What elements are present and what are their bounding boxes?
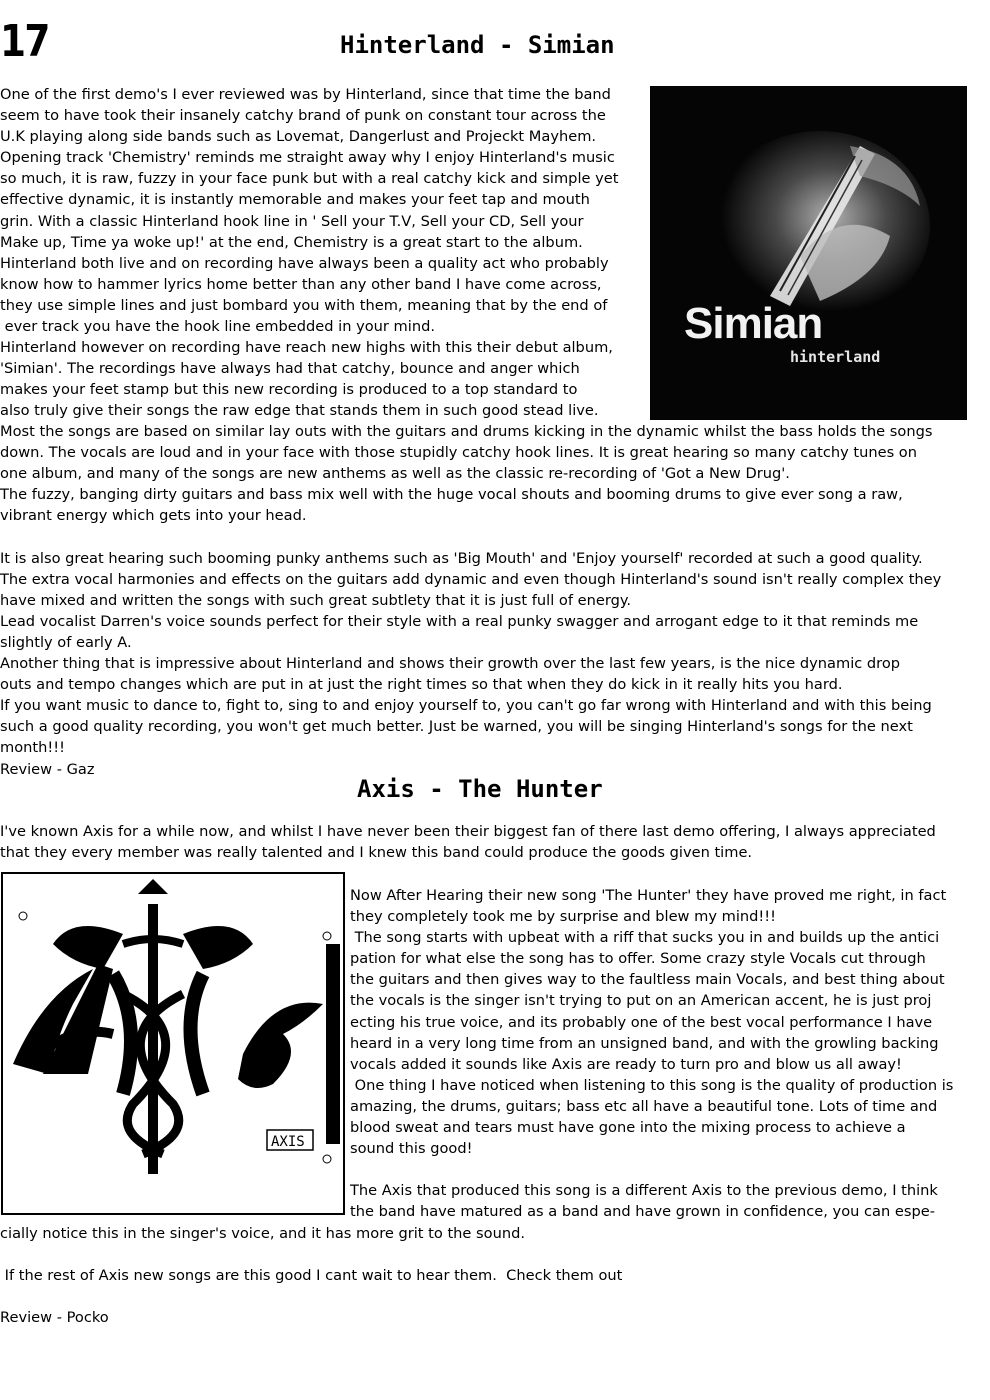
axis-small-logo: AXIS — [271, 1134, 305, 1150]
review-title-axis: Axis - The Hunter — [357, 775, 603, 803]
text-line: amazing, the drums, guitars; bass etc all have a beautiful tone. Lots of time and — [350, 1097, 938, 1115]
text-line: Hinterland however on recording have reach new highs with this their debut album, — [0, 339, 613, 357]
review2-text-end — [0, 1223, 622, 1328]
text-line: Opening track 'Chemistry' reminds me straight away why I enjoy Hinterland's music — [0, 149, 615, 167]
text-line: such a good quality recording, you won't get much better. Just be warned, you will be singing Hinterland's songs for the next — [0, 718, 913, 736]
text-line: If you want music to dance to, fight to, sing to and enjoy yourself to, you can't go far wrong with Hinterland and with this being — [0, 697, 932, 715]
text-line: cially notice this in the singer's voice, and it has more grit to the sound. — [0, 1225, 525, 1242]
text-line: The extra vocal harmonies and effects on the guitars add dynamic and even though Hinterland's sound isn't really complex they — [0, 570, 942, 588]
guitarist-photo — [650, 86, 967, 420]
text-line: vibrant energy which gets into your head. — [0, 507, 307, 525]
text-line: Most the songs are based on similar lay outs with the guitars and drums kicking in the dynamic whilst the bass holds the songs — [0, 423, 933, 440]
simian-album-cover — [650, 86, 967, 420]
text-line: they use simple lines and just bombard you with them, meaning that by the end of — [0, 296, 608, 314]
text-line: the band have matured as a band and have grown in confidence, you can espe- — [350, 1203, 935, 1221]
cover-album-name: Simian — [684, 299, 823, 348]
text-line: outs and tempo changes which are put in at just the right times so that when they do kick in it really hits you hard. — [0, 676, 843, 694]
text-line: the guitars and then gives way to the faultless main Vocals, and best thing about — [350, 971, 945, 989]
text-line: month!!! — [0, 739, 65, 757]
text-line: have mixed and written the songs with such great subtlety that it is just full of energy. — [0, 591, 632, 609]
text-line: The fuzzy, banging dirty guitars and bass mix well with the huge vocal shouts and booming drums to give ever song a raw, — [0, 486, 903, 504]
cover-band-name: hinterland — [790, 348, 881, 366]
text-line: one album, and many of the songs are new anthems as well as the classic re-recording of 'Got a New Drug'. — [0, 465, 790, 483]
text-line: blood sweat and tears must have gone into the mixing process to achieve a — [350, 1119, 906, 1137]
text-line: I've known Axis for a while now, and whilst I have never been their biggest fan of there last demo offering, I always appreciated — [0, 823, 936, 840]
text-line: heard in a very long time from an unsigned band, and with the growling backing — [350, 1034, 939, 1052]
text-line — [0, 526, 941, 547]
review2-intro-text — [0, 821, 936, 863]
text-line: so much, it is raw, fuzzy in your face punk but with a real catchy kick and simple yet — [0, 170, 619, 188]
axis-logo-icon — [3, 874, 343, 1213]
text-line: The Axis that produced this song is a different Axis to the previous demo, I think — [350, 1182, 938, 1200]
page-number: 17 — [0, 16, 49, 67]
text-line: pation for what else the song has to offer. Some crazy style Vocals cut through — [350, 950, 926, 968]
text-line: One of the first demo's I ever reviewed was by Hinterland, since that time the band — [0, 86, 611, 103]
text-line: ecting his true voice, and its probably one of the best vocal performance I have — [350, 1013, 933, 1031]
text-line: know how to hammer lyrics home better than any other band I have come across, — [0, 275, 602, 293]
text-line: Review - Gaz — [0, 760, 95, 778]
text-line — [0, 1244, 622, 1265]
text-line: vocals added it sounds like Axis are ready to turn pro and blow us all away! — [350, 1055, 902, 1073]
review1-text-column — [0, 84, 618, 422]
review-title-hinterland: Hinterland - Simian — [340, 31, 615, 59]
text-line: It is also great hearing such booming punky anthems such as 'Big Mouth' and 'Enjoy yourself' recorded at such a good quality. — [0, 549, 923, 567]
review2-text-column — [350, 885, 953, 1223]
text-line — [350, 1159, 953, 1180]
text-line: The song starts with upbeat with a riff that sucks you in and builds up the antici — [350, 929, 940, 947]
text-line — [0, 1286, 622, 1307]
text-line: Now After Hearing their new song 'The Hunter' they have proved me right, in fact — [350, 887, 947, 904]
text-line: sound this good! — [350, 1140, 473, 1158]
text-line: that they every member was really talented and I knew this band could produce the goods given time. — [0, 844, 753, 862]
text-line: Lead vocalist Darren's voice sounds perfect for their style with a real punky swagger and arrogant edge to it that reminds me — [0, 612, 919, 630]
text-line: the vocals is the singer isn't trying to put on an American accent, he is just proj — [350, 992, 932, 1010]
text-line: slightly of early A. — [0, 633, 132, 651]
text-line: also truly give their songs the raw edge that stands them in such good stead live. — [0, 402, 599, 420]
text-line: Make up, Time ya woke up!' at the end, Chemistry is a great start to the album. — [0, 233, 583, 251]
text-line: If the rest of Axis new songs are this good I cant wait to hear them. Check them out — [0, 1267, 623, 1285]
text-line: Another thing that is impressive about Hinterland and shows their growth over the last few years, is the nice dynamic drop — [0, 655, 901, 673]
text-line: 'Simian'. The recordings have always had that catchy, bounce and anger which — [0, 360, 580, 378]
axis-cover-art — [1, 872, 345, 1215]
text-line: down. The vocals are loud and in your face with those stupidly catchy hook lines. It is great hearing so many catchy tunes on — [0, 444, 917, 462]
text-line: Hinterland both live and on recording have always been a quality act who probably — [0, 254, 609, 272]
text-line: U.K playing along side bands such as Lovemat, Dangerlust and Projeckt Mayhem. — [0, 128, 597, 146]
review1-text-full — [0, 421, 941, 780]
text-line: seem to have took their insanely catchy brand of punk on constant tour across the — [0, 107, 606, 125]
text-line: One thing I have noticed when listening to this song is the quality of production is — [350, 1076, 954, 1094]
text-line: Review - Pocko — [0, 1309, 109, 1327]
text-line: grin. With a classic Hinterland hook line in ' Sell your T.V, Sell your CD, Sell your — [0, 212, 584, 230]
text-line: ever track you have the hook line embedded in your mind. — [0, 318, 435, 336]
text-line: they completely took me by surprise and blew my mind!!! — [350, 908, 776, 926]
text-line: effective dynamic, it is instantly memorable and makes your feet tap and mouth — [0, 191, 590, 209]
text-line: makes your feet stamp but this new recording is produced to a top standard to — [0, 381, 578, 399]
